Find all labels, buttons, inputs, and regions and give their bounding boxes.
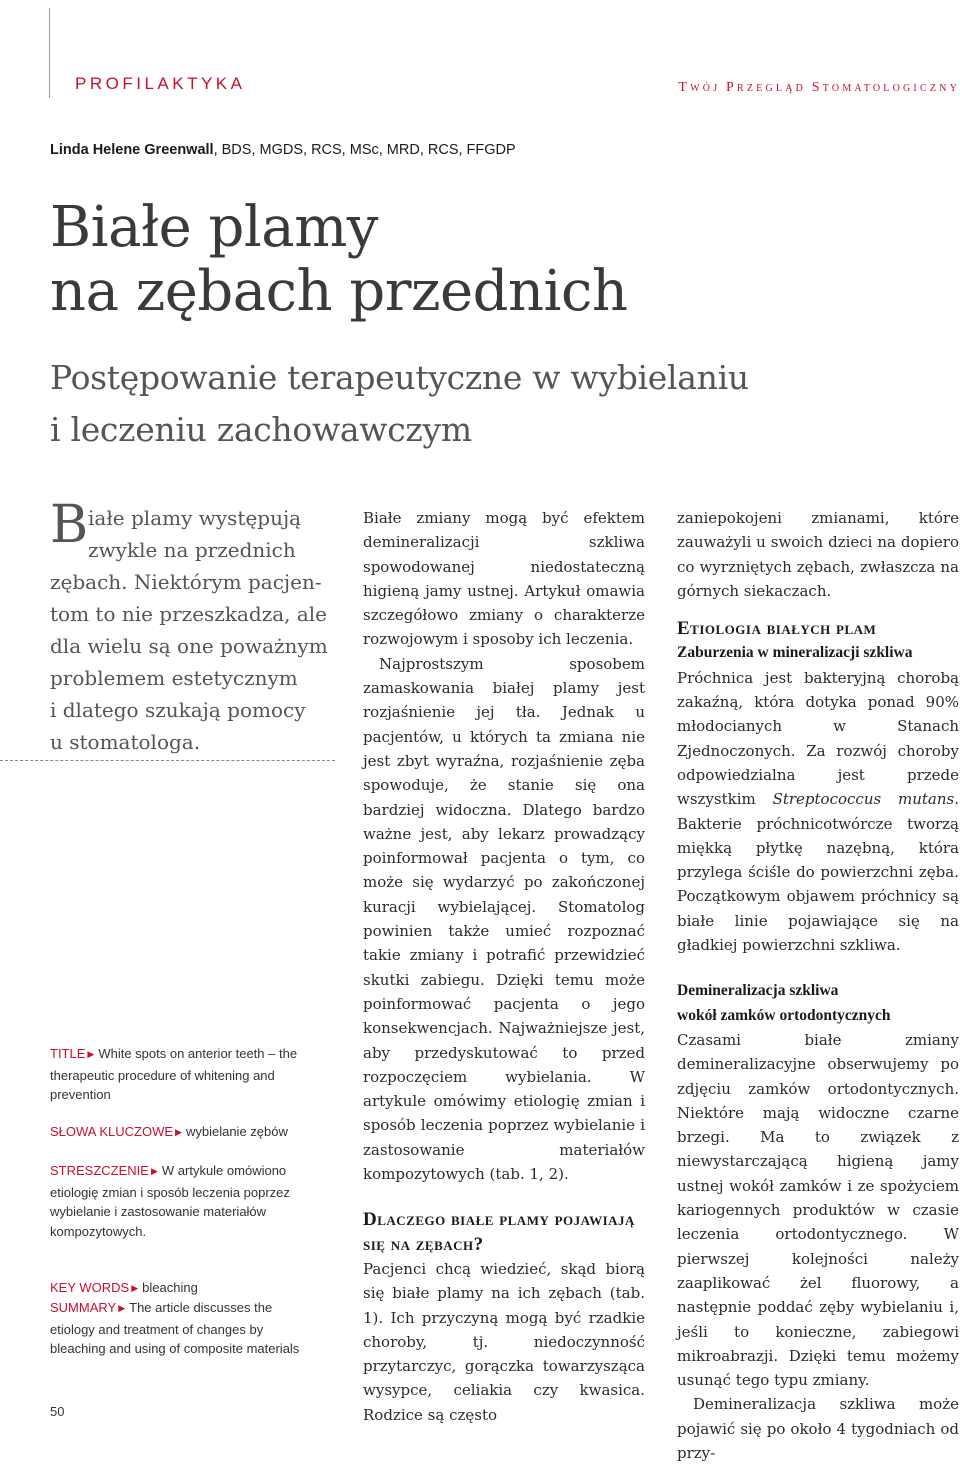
author-degrees: , BDS, MGDS, RCS, MSc, MRD, RCS, FFGDP bbox=[213, 142, 516, 158]
body-paragraph: Demineralizacja szkliwa może pojawić się po około 4 tygodniach od przy- bbox=[677, 1395, 959, 1462]
journal-part-2: RZEGLĄD bbox=[737, 83, 812, 94]
subtitle-line-1: Postępowanie terapeutyczne w wybielaniu bbox=[50, 358, 749, 397]
body-paragraph: Pacjenci chcą wiedzieć, skąd biorą się białe plamy na ich zębach (tab. 1). Ich przyczyną mogą być rzadkie choroby, tj. niedoczynność przytarczyc, gorączka towarzysząca wysypce, celiakia czy kwasica. Rodzice są często bbox=[363, 1259, 645, 1424]
keywords-pl-text: wybielanie zębów bbox=[185, 1124, 288, 1139]
triangle-icon: ▶ bbox=[87, 1049, 95, 1059]
title-line-1: Białe plamy bbox=[50, 195, 378, 260]
keywords-pl-label: SŁOWA KLUCZOWE bbox=[50, 1124, 174, 1139]
column-right bbox=[677, 506, 959, 1465]
column-middle bbox=[363, 506, 645, 1427]
journal-name bbox=[678, 80, 960, 96]
lead-line: i dlatego szukają pomocy bbox=[50, 698, 306, 722]
abstract-pl-label: STRESZCZENIE bbox=[50, 1163, 149, 1178]
section-label: PROFILAKTYKA bbox=[75, 74, 246, 93]
triangle-icon: ▶ bbox=[118, 1303, 126, 1313]
lead-divider bbox=[0, 760, 335, 761]
body-text: . Bakterie próchnicotwórcze tworzą miękką płytkę nazębną, która przylega ściśle do powierzchni zęba. Początkowym objawem próchnicy są białe linie pojawiające się na gładkiej powierzchni szkliwa. bbox=[677, 790, 959, 955]
lead-line: dla wielu są one poważnym bbox=[50, 634, 328, 658]
lead-line: zębach. Niektórym pacjen- bbox=[50, 570, 322, 594]
abstract-pl-block bbox=[50, 1161, 310, 1241]
header-rule bbox=[49, 8, 50, 98]
article-subtitle bbox=[50, 352, 749, 456]
abstract-pl-text: W artykule omówiono etiologię zmian i sposób leczenia poprzez wybielanie i zastosowanie materiałów kompozytowych. bbox=[50, 1163, 290, 1239]
journal-cap-1: T bbox=[678, 80, 691, 95]
summary-en-label: SUMMARY bbox=[50, 1300, 117, 1315]
title-en-label: TITLE bbox=[50, 1046, 86, 1061]
triangle-icon: ▶ bbox=[150, 1166, 158, 1176]
body-text: Próchnica jest bakteryjną chorobą zakaźną, która dotyka ponad 90% młodocianych w Stanach Zjednoczonych. Za rozwój choroby odpowiedzialna jest przede wszystkim bbox=[677, 668, 959, 809]
section-heading: Etiologia białych plam bbox=[677, 618, 877, 640]
subsection-heading: wokół zamków ortodontycznych bbox=[677, 1006, 891, 1024]
summary-en-text: The article discusses the etiology and treatment of changes by bleaching and using of composite materials bbox=[50, 1300, 300, 1356]
title-line-2: na zębach przednich bbox=[50, 259, 628, 324]
keywords-en-text: bleaching bbox=[142, 1280, 198, 1295]
lead-line: u stomatologa. bbox=[50, 730, 201, 754]
author-name: Linda Helene Greenwall bbox=[50, 142, 214, 158]
triangle-icon: ▶ bbox=[175, 1127, 182, 1137]
body-paragraph: Czasami białe zmiany demineralizacyjne obserwujemy po zdjęciu zamków ortodontycznych. Niektóre mają widoczne czarne brzegi. Ma to związek z niewystarczającą higieną jamy ustnej wokół zamków i ze spożyciem kariogennych produktów w czasie leczenia ortodontycznego. W pierwszej kolejności należy zaaplikować żel fluorowy, a następnie poddać zęby wybielaniu i, jeśli to konieczne, zabiegowi mikroabrazji. Dzięki temu możemy usunąć tego typu zmiany. bbox=[677, 1030, 959, 1390]
section-heading: Dlaczego białe plamy pojawiają się na zębach? bbox=[363, 1209, 635, 1255]
keywords-en-block bbox=[50, 1278, 310, 1300]
keywords-en-label: KEY WORDS bbox=[50, 1280, 130, 1295]
subsection-heading: Demineralizacja szkliwa bbox=[677, 982, 839, 1000]
journal-part-1: WÓJ bbox=[690, 83, 727, 94]
body-paragraph bbox=[677, 666, 959, 958]
lead-line: problemem estetycznym bbox=[50, 666, 298, 690]
lead-line-1: iałe plamy występują bbox=[88, 506, 302, 530]
lead-line-2: zwykle na przednich bbox=[88, 538, 296, 562]
journal-cap-2: P bbox=[726, 80, 738, 95]
body-paragraph: zaniepokojeni zmianami, które zauważyli u swoich dzieci na dopiero co wyrzniętych zębach, zwłaszcza na górnych siekaczach. bbox=[677, 509, 959, 600]
keywords-pl-block bbox=[50, 1122, 310, 1144]
subtitle-line-2: i leczeniu zachowawczym bbox=[50, 410, 472, 449]
subsection-heading: Zaburzenia w mineralizacji szkliwa bbox=[677, 644, 913, 662]
species-name: Streptococcus mutans bbox=[772, 790, 955, 809]
drop-cap: B bbox=[50, 495, 89, 555]
body-paragraph: Białe zmiany mogą być efektem demineralizacji szkliwa spowodowanej niedostateczną higieną jamy ustnej. Artykuł omawia szczegółowo zmiany o charakterze rozwojowym i sposoby ich leczenia. bbox=[363, 509, 645, 649]
title-en-block bbox=[50, 1044, 310, 1105]
lead-first-lines bbox=[50, 495, 340, 566]
page-number: 50 bbox=[50, 1404, 65, 1419]
lead-paragraph bbox=[50, 495, 340, 758]
summary-en-block bbox=[50, 1298, 310, 1359]
article-title bbox=[50, 196, 627, 324]
title-en-text: White spots on anterior teeth – the therapeutic procedure of whitening and prevention bbox=[50, 1046, 298, 1102]
author-line bbox=[50, 142, 516, 158]
lead-line: tom to nie przeszkadza, ale bbox=[50, 602, 328, 626]
triangle-icon: ▶ bbox=[131, 1283, 139, 1293]
body-paragraph: Najprostszym sposobem zamaskowania białej plamy jest rozjaśnienie jej tła. Jednak u pacjentów, u których ta zmiana nie jest zbyt wyraźna, rozjaśnienie zęba spowoduje, że stanie się ona bardziej widoczna. Dlatego bardzo ważne jest, aby lekarz prowadzący poinformował pacjenta o tym, co może się wydarzyć po zakończonej kuracji wybielającej. Stomatolog powinien także umieć rozpoznać takie zmiany i potrafić przewidzieć skutki zabiegu. Dzięki temu może poinformować pacjenta o jego konsekwencjach. Najważniejsze jest, aby przedyskutować to przed rozpoczęciem wybielania. W artykule omówimy etiologię zmian i sposób leczenia poprzez wybielanie i zastosowanie materiałów kompozytowych (tab. 1, 2). bbox=[363, 654, 645, 1184]
journal-part-3: TOMATOLOGICZNY bbox=[822, 83, 960, 94]
journal-cap-3: S bbox=[811, 80, 823, 95]
